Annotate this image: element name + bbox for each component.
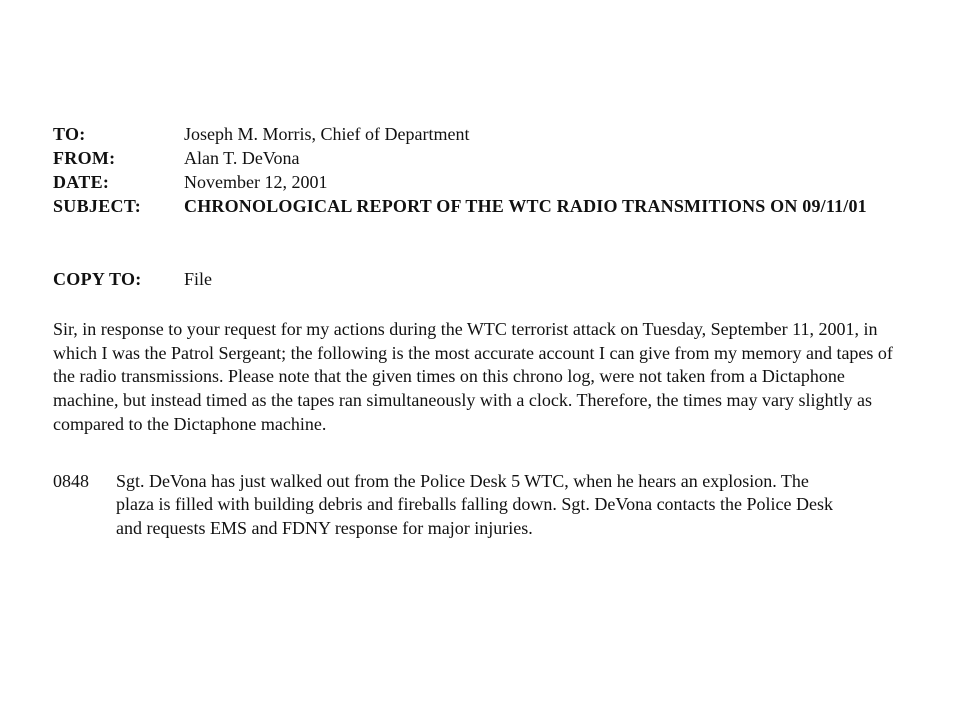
date-row	[53, 170, 913, 194]
subject-value: CHRONOLOGICAL REPORT OF THE WTC RADIO TRANSMITIONS ON 09/11/01	[184, 196, 867, 216]
to-value: Joseph M. Morris, Chief of Department	[184, 124, 470, 144]
from-label: FROM:	[53, 148, 116, 168]
to-row	[53, 122, 913, 146]
from-value: Alan T. DeVona	[184, 148, 300, 168]
log-entry-time: 0848	[53, 470, 89, 491]
copy-to-row	[53, 267, 913, 291]
date-value: November 12, 2001	[184, 172, 328, 192]
to-label: TO:	[53, 124, 86, 144]
log-entry-text: Sgt. DeVona has just walked out from the Police Desk 5 WTC, when he hears an explosion. The plaza is filled with building debris and fireballs falling down. Sgt. DeVona contacts the Police Desk and requests EMS and FDNY response for major injuries.	[116, 470, 834, 538]
copy-to-value: File	[184, 269, 213, 289]
date-label: DATE:	[53, 172, 110, 192]
intro-paragraph: Sir, in response to your request for my actions during the WTC terrorist attack on Tuesday, September 11, 2001, in which I was the Patrol Sergeant; the following is the most accurate account I can give from my memory and tapes of the radio transmissions. Please note that the given times on this chrono log, were not taken from a Dictaphone machine, but instead timed as the tapes ran simultaneously with a clock. Therefore, the times may vary slightly as compared to the Dictaphone machine.	[53, 319, 893, 434]
from-row	[53, 146, 913, 170]
subject-row	[53, 194, 913, 242]
log-entry	[53, 470, 913, 541]
memo-document	[53, 122, 913, 541]
subject-label: SUBJECT:	[53, 196, 142, 216]
copy-to-label: COPY TO:	[53, 269, 142, 289]
